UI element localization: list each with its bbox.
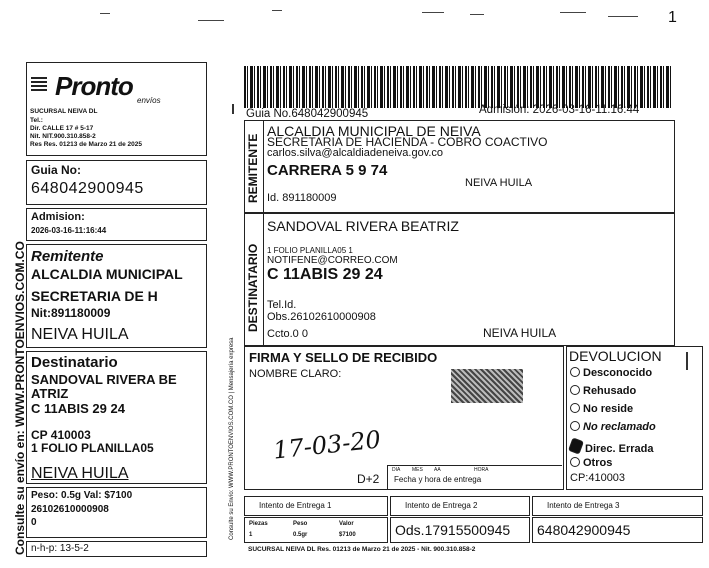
- destinatario-notify: NOTIFENE@CORREO.COM: [267, 255, 398, 266]
- remitente-name: ALCALDIA MUNICIPAL DE NEIVA: [267, 123, 481, 139]
- devolucion-option[interactable]: [570, 457, 612, 469]
- stub-peso-code: 26102610000908: [31, 504, 109, 515]
- intento-label: Intento de Entrega 2: [405, 501, 478, 510]
- destinatario-obs: Obs.26102610000908: [267, 311, 376, 323]
- destinatario-ccto: Ccto.0 0: [267, 328, 308, 340]
- remitente-email: carlos.silva@alcaldiadeneiva.gov.co: [267, 147, 444, 159]
- scan-speck: [560, 12, 586, 13]
- devolucion-option-label: No reclamado: [583, 421, 656, 433]
- stub-destinatario-label: Destinatario: [31, 354, 118, 371]
- scan-speck: [100, 13, 110, 14]
- devolucion-option-label: Direc. Errada: [585, 443, 654, 455]
- scan-speck: [198, 20, 224, 21]
- devolucion-title: DEVOLUCION: [569, 348, 662, 364]
- checked-mark-icon[interactable]: [568, 437, 584, 454]
- scan-speck: [608, 16, 638, 17]
- stub-remitente-city: NEIVA HUILA: [31, 326, 129, 343]
- destinatario-name: SANDOVAL RIVERA BEATRIZ: [267, 218, 459, 234]
- stub-footer-box: [26, 541, 207, 557]
- remitente-tab: REMITENTE: [246, 133, 260, 203]
- stub-destinatario-line: C 11ABIS 29 24: [31, 401, 125, 416]
- piezas-header: Valor: [339, 521, 354, 527]
- ods-box: [390, 517, 530, 543]
- piezas-value: 1: [249, 532, 253, 538]
- devolucion-option[interactable]: [570, 385, 636, 397]
- devolucion-option-label: No reside: [583, 403, 634, 415]
- remitente-id: Id. 891180009: [267, 192, 337, 204]
- intento-label: Intento de Entrega 1: [259, 501, 332, 510]
- stub-remitente-line: ALCALDIA MUNICIPAL: [31, 266, 183, 282]
- devolucion-option-checked[interactable]: [570, 439, 653, 455]
- devolucion-cp: CP:410003: [570, 472, 626, 484]
- piezas-value: 0.5gr: [293, 532, 308, 538]
- radio-icon[interactable]: [570, 457, 580, 467]
- sucursal-line: SUCURSAL NEIVA DL: [30, 108, 98, 115]
- destinatario-address: C 11ABIS 29 24: [267, 266, 383, 283]
- stub-admision-value: 2026-03-16-11:16:44: [31, 226, 107, 235]
- stub-destinatario-line: ATRIZ: [31, 386, 69, 401]
- stub-cp-line: CP 410003: [31, 428, 91, 442]
- destinatario-block: [244, 213, 675, 346]
- scan-speck: [470, 14, 484, 15]
- devolucion-option-label: Desconocido: [583, 367, 653, 379]
- logo: Pronto: [55, 71, 133, 101]
- fecha-header: MES: [412, 467, 423, 473]
- devolucion-block: [566, 346, 703, 490]
- guia-value: 648042900945: [537, 522, 631, 538]
- sucursal-line: Tel.:: [30, 117, 43, 124]
- destinatario-city: NEIVA HUILA: [483, 326, 557, 340]
- remitente-block: [244, 120, 675, 213]
- sucursal-line: Res Res. 01213 de Marzo 21 de 2025: [30, 141, 143, 148]
- devolucion-option[interactable]: [570, 403, 633, 415]
- piezas-value: $7100: [339, 532, 356, 538]
- stub-peso-line: Peso: 0.5g Val: $7100: [31, 490, 133, 501]
- handwritten-date: 17-03-20: [271, 425, 383, 465]
- destinatario-tel: Tel.Id.: [267, 299, 297, 311]
- intento-label: Intento de Entrega 3: [547, 501, 620, 510]
- redacted-signature: [451, 369, 523, 403]
- remitente-address: CARRERA 5 9 74: [267, 162, 388, 179]
- d-plus: D+2: [357, 472, 380, 486]
- stub-destinatario-box: [26, 351, 207, 484]
- sucursal-line: Nit. NIT.900.310.858-2: [30, 133, 96, 140]
- logo-subtext: envíos: [137, 96, 161, 105]
- firma-block: [244, 346, 564, 490]
- firma-title: FIRMA Y SELLO DE RECIBIDO: [249, 350, 438, 365]
- stub-guia-box: [26, 160, 207, 205]
- radio-icon[interactable]: [570, 403, 580, 413]
- stub-folio-line: 1 FOLIO PLANILLA05: [31, 441, 154, 455]
- edge-mark: [686, 352, 688, 370]
- logo-mark-icon: [31, 75, 47, 91]
- ods-value: Ods.17915500945: [395, 522, 511, 538]
- stub-guia-number: 648042900945: [31, 180, 144, 197]
- scan-speck: [422, 12, 444, 13]
- fecha-caption: Fecha y hora de entrega: [394, 475, 482, 484]
- scan-speck: [272, 10, 282, 11]
- destinatario-tab: DESTINATARIO: [246, 243, 260, 332]
- radio-icon[interactable]: [570, 385, 580, 395]
- sucursal-line: Dir. CALLE 17 # 5-17: [30, 125, 94, 132]
- devolucion-option[interactable]: [570, 421, 656, 433]
- remitente-city: NEIVA HUILA: [465, 177, 533, 189]
- stub-guia-label: Guia No:: [31, 163, 81, 177]
- edge-mark: [232, 104, 234, 114]
- radio-icon[interactable]: [570, 367, 580, 377]
- stub-destinatario-city: NEIVA HUILA: [31, 465, 129, 482]
- stub-remitente-line: Nit:891180009: [31, 306, 111, 320]
- stub-destinatario-line: SANDOVAL RIVERA BE: [31, 372, 177, 387]
- stub-header-box: [26, 62, 207, 156]
- main-admision-line: Admisión: 2026-03-16-11:16:44: [479, 104, 640, 116]
- nombre-label: NOMBRE CLARO:: [249, 368, 342, 380]
- stub-remitente-line: SECRETARIA DE H: [31, 288, 158, 304]
- intento-1-box: [244, 496, 388, 516]
- stub-footer: n-h-p: 13-5-2: [31, 543, 89, 554]
- intento-3-box: [532, 496, 703, 516]
- stub-admision-label: Admision:: [31, 211, 85, 223]
- stub-peso-extra: 0: [31, 517, 37, 528]
- main-guia-line: Guia No.648042900945: [246, 108, 369, 120]
- piezas-header: Peso: [293, 521, 308, 527]
- remitente-dept: SECRETARIA DE HACIENDA - COBRO COACTIVO: [267, 135, 548, 149]
- intento-2-box: [390, 496, 530, 516]
- stub-remitente-box: [26, 244, 207, 348]
- corner-mark: 1: [668, 9, 677, 26]
- barcode: [244, 66, 672, 108]
- stub-remitente-label: Remitente: [31, 248, 104, 265]
- piezas-header: Piezas: [249, 521, 268, 527]
- piezas-box: [244, 517, 388, 543]
- fecha-box: [387, 465, 562, 489]
- radio-icon[interactable]: [570, 421, 580, 431]
- devolucion-option[interactable]: [570, 367, 652, 379]
- destinatario-folio: 1 FOLIO PLANILLA05 1: [267, 246, 353, 255]
- main-footer: SUCURSAL NEIVA DL Res. 01213 de Marzo 21 de 2025 - Nit. 900.310.858-2: [248, 546, 476, 553]
- stub-peso-box: [26, 487, 207, 538]
- fecha-header: HORA: [474, 467, 489, 473]
- main-side-strip: Consulte su Envío: WWW.PRONTOENVIOS.COM.CO | Mensajería expresa: [229, 337, 235, 540]
- guia-value-box: [532, 517, 703, 543]
- stub-side-text: Consulte su envío en: WWW.PRONTOENVIOS.COM.CO: [13, 241, 27, 555]
- stub-admision-box: [26, 208, 207, 241]
- devolucion-option-label: Rehusado: [583, 385, 637, 397]
- devolucion-option-label: Otros: [583, 457, 613, 469]
- fecha-header: AA: [434, 467, 441, 473]
- fecha-header: DIA: [392, 467, 401, 473]
